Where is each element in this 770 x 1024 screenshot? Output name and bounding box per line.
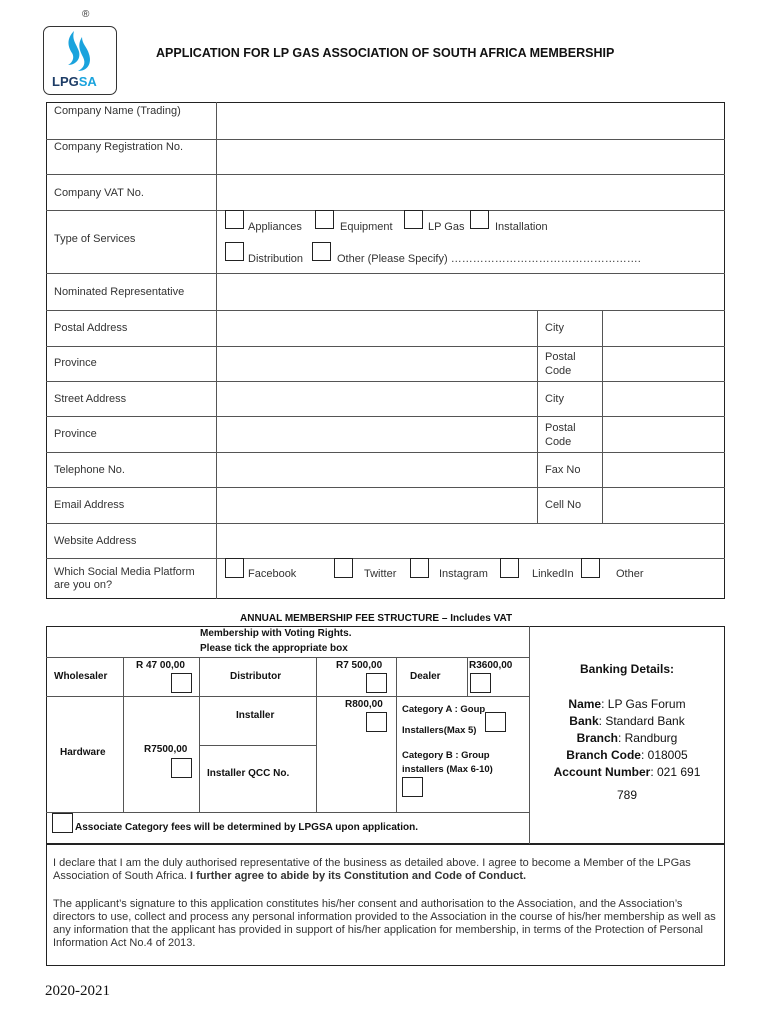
page-title: APPLICATION FOR LP GAS ASSOCIATION OF SOUTH AFRICA MEMBERSHIP [156, 46, 615, 60]
cell-input[interactable] [603, 488, 724, 522]
distributor-label: Distributor [230, 671, 282, 682]
lp-gas-checkbox[interactable] [404, 210, 423, 229]
representative-input[interactable] [217, 274, 724, 309]
representative-label: Nominated Representative [54, 286, 185, 298]
dealer-price: R3600,00 [469, 660, 513, 671]
province-label-2: Province [54, 428, 97, 440]
installer-qcc-input[interactable] [317, 746, 395, 811]
city-input[interactable] [603, 311, 724, 345]
registration-input[interactable] [217, 140, 724, 173]
banking-heading: Banking Details: [579, 662, 675, 676]
city-label: City [545, 322, 564, 334]
facebook-checkbox[interactable] [225, 558, 244, 578]
facebook-label: Facebook [248, 568, 297, 580]
street-address-input[interactable] [217, 382, 536, 415]
installer-qcc-label: Installer QCC No. [207, 768, 290, 779]
vat-label: Company VAT No. [54, 187, 144, 199]
instagram-checkbox[interactable] [410, 558, 429, 578]
postal-code-label-2: Postal Code [545, 422, 576, 448]
postal-address-input[interactable] [217, 311, 536, 345]
dealer-checkbox[interactable] [470, 673, 491, 693]
province-input[interactable] [217, 347, 536, 380]
street-address-label: Street Address [54, 393, 127, 405]
distribution-label: Distribution [248, 253, 304, 265]
other-service-checkbox[interactable] [312, 242, 331, 261]
postal-code-label: Postal Code [545, 351, 576, 377]
city-label-2: City [545, 393, 564, 405]
linkedin-checkbox[interactable] [500, 558, 519, 578]
appliances-label: Appliances [248, 221, 302, 233]
category-b-label: Category B : Group installers (Max 6-10) [402, 750, 493, 775]
associate-note: Associate Category fees will be determined by LPGSA upon application. [75, 822, 419, 833]
category-a-label: Category A : Goup Installers(Max 5) [402, 704, 486, 736]
registration-label: Company Registration No. [54, 141, 184, 153]
logo-text: LPGSA [52, 74, 97, 89]
distribution-checkbox[interactable] [225, 242, 244, 261]
other-service-label: Other (Please Specify) ……………………………………………. [337, 253, 641, 265]
distributor-checkbox[interactable] [366, 673, 387, 693]
website-input[interactable] [217, 524, 724, 557]
associate-checkbox[interactable] [52, 813, 73, 833]
wholesaler-label: Wholesaler [54, 671, 108, 682]
installation-label: Installation [495, 221, 548, 233]
hardware-checkbox[interactable] [171, 758, 192, 778]
category-a-checkbox[interactable] [485, 712, 506, 732]
fax-input[interactable] [603, 453, 724, 486]
installation-checkbox[interactable] [470, 210, 489, 229]
telephone-label: Telephone No. [54, 464, 125, 476]
lpgsa-logo [43, 26, 117, 95]
wholesaler-price: R 47 00,00 [136, 660, 185, 671]
services-label: Type of Services [54, 233, 136, 245]
hardware-label: Hardware [60, 747, 106, 758]
email-input[interactable] [217, 488, 536, 522]
telephone-input[interactable] [217, 453, 536, 486]
company-name-label: Company Name (Trading) [54, 105, 181, 117]
equipment-label: Equipment [340, 221, 393, 233]
vat-input[interactable] [217, 175, 724, 209]
voting-rights-label: Membership with Voting Rights. [200, 628, 352, 639]
instagram-label: Instagram [439, 568, 488, 580]
email-label: Email Address [54, 499, 125, 511]
registered-mark: ® [82, 9, 90, 20]
province-label: Province [54, 357, 97, 369]
twitter-checkbox[interactable] [334, 558, 353, 578]
linkedin-label: LinkedIn [532, 568, 574, 580]
fax-label: Fax No [545, 464, 581, 476]
declaration-paragraph-2: The applicant’s signature to this application constitutes his/her consent and authorisation to the Association, and the Association’s directors to use, collect and process any personal information provided to the Association in the course of his/her membership as well as any information that the applicant has provided in support of his/her application for membership, in terms of the Protection of Personal Information Act No.4 of 2013. [53, 898, 716, 949]
other-social-label: Other [616, 568, 644, 580]
distributor-price: R7 500,00 [336, 660, 383, 671]
website-label: Website Address [54, 535, 137, 547]
city-input-2[interactable] [603, 382, 724, 415]
province-input-2[interactable] [217, 417, 536, 451]
postal-address-label: Postal Address [54, 322, 128, 334]
dealer-label: Dealer [410, 671, 441, 682]
lp-gas-label: LP Gas [428, 221, 465, 233]
wholesaler-checkbox[interactable] [171, 673, 192, 693]
tick-box-instruction: Please tick the appropriate box [200, 643, 348, 654]
installer-price: R800,00 [345, 699, 383, 710]
hardware-price: R7500,00 [144, 744, 188, 755]
banking-details: Name: LP Gas Forum Bank: Standard Bank Branch: Randburg Branch Code: 018005 Account Number: 021 691 789 [553, 697, 701, 802]
postal-code-input-2[interactable] [603, 417, 724, 451]
other-social-checkbox[interactable] [581, 558, 600, 578]
form-year: 2020-2021 [45, 983, 110, 999]
declaration-paragraph-1: I declare that I am the duly authorised representative of the business as detailed above. I agree to become a Member of the LPGas Association of South Africa. I further agree to abide by its Constitution and Code of Conduct. [53, 857, 691, 882]
equipment-checkbox[interactable] [315, 210, 334, 229]
twitter-label: Twitter [364, 568, 397, 580]
postal-code-input[interactable] [603, 347, 724, 380]
fee-heading: ANNUAL MEMBERSHIP FEE STRUCTURE – Includes VAT [240, 613, 513, 624]
installer-checkbox[interactable] [366, 712, 387, 732]
category-b-checkbox[interactable] [402, 777, 423, 797]
company-name-input[interactable] [217, 103, 724, 138]
cell-label: Cell No [545, 499, 582, 511]
appliances-checkbox[interactable] [225, 210, 244, 229]
social-label: Which Social Media Platform are you on? [54, 566, 195, 591]
installer-label: Installer [236, 710, 275, 721]
